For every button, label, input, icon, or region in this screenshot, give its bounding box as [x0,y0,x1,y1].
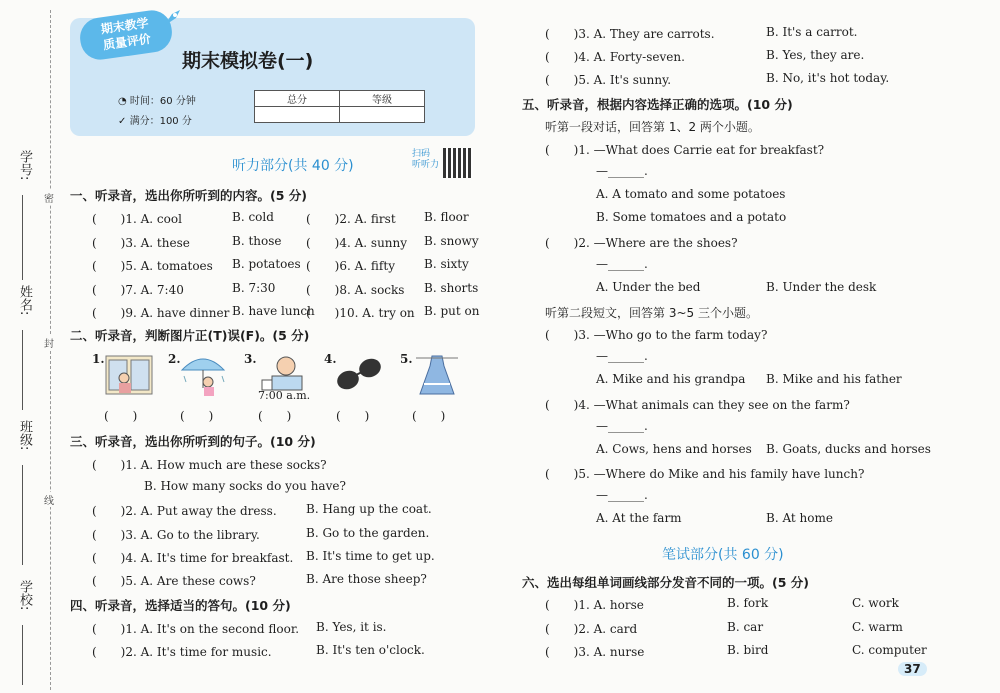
s6-option: B. bird [727,643,769,657]
s6-option[interactable]: ( )3. A. nurse [545,645,645,659]
section-6-heading: 六、选出每组单词画线部分发音不同的一项。(5 分) [522,575,809,590]
score-info: ✓ 满分：100 分 [118,116,192,127]
picture-number-4: 4. [324,352,337,366]
s3-option[interactable]: ( )5. A. Are these cows? [92,574,256,588]
s1-option[interactable]: ( )9. A. have dinner [92,306,230,320]
seal-mark-3: 线 [44,492,54,507]
s5-answer-blank[interactable]: —______. [596,164,648,178]
school-line [22,625,23,685]
school-label: 学校: [17,580,32,611]
s5-option-b: B. Mike and his father [766,372,902,386]
picture-4-answer[interactable]: ( ) [336,409,370,423]
s4-option-b: B. Yes, they are. [766,48,865,62]
s5-answer-blank[interactable]: —______. [596,419,648,433]
writing-part-title: 笔试部分(共 60 分) [662,547,784,563]
page-number: 37 [898,662,927,676]
s1-option: B. floor [424,210,469,224]
s6-option: C. work [852,596,899,610]
s5-question[interactable]: ( )5. —Where do Mike and his family have lunch? [545,467,865,481]
s5-option-b: B. At home [766,511,833,525]
picture-number-3: 3. [244,352,257,366]
s4-option-b: B. It's a carrot. [766,25,858,39]
s6-option[interactable]: ( )2. A. card [545,621,638,636]
clock-icon: ◔ [118,96,127,107]
seal-mark-1: 密 [44,190,54,205]
grade-cell[interactable] [340,107,425,123]
section-5-heading: 五、听录音，根据内容选择正确的选项。(10 分) [522,97,793,112]
picture-2-answer[interactable]: ( ) [180,409,214,423]
time-info: ◔ 时间：60 分钟 [118,96,196,107]
s1-option: B. have lunch [232,304,315,318]
class-label: 班级: [17,420,32,451]
s6-option: C. computer [852,643,927,657]
s1-option: B. sixty [424,257,469,271]
s6-option: B. fork [727,596,769,610]
section-1-heading: 一、听录音，选出你所听到的内容。(5 分) [70,188,307,203]
s3-option-b: B. It's time to get up. [306,549,435,563]
picture-3-answer[interactable]: ( ) [258,409,292,423]
name-label: 姓名: [17,285,32,316]
section-4-heading: 四、听录音，选择适当的答句。(10 分) [70,598,291,613]
s4-option[interactable]: ( )4. A. Forty-seven. [545,50,685,64]
s1-option[interactable]: ( )3. A. these [92,235,190,250]
qr-code-icon[interactable] [443,148,473,178]
name-line [22,330,23,410]
s1-option[interactable]: ( )6. A. fifty [306,259,395,273]
s1-option[interactable]: ( )4. A. sunny [306,235,408,250]
dress-icon [412,352,462,398]
page-title: 期末模拟卷(一) [182,50,314,72]
s1-option[interactable]: ( )8. A. socks [306,282,405,297]
s1-option[interactable]: ( )5. A. tomatoes [92,259,213,273]
check-icon: ✓ [118,116,127,127]
picture-number-1: 1. [92,352,105,366]
s3-option[interactable]: ( )3. A. Go to the library. [92,528,260,542]
picture-5-answer[interactable]: ( ) [412,409,446,423]
s5-option-b: B. Goats, ducks and horses [766,442,931,456]
badge-line-2: 质量评价 [102,31,152,53]
s4-option-b: B. It's ten o'clock. [316,643,425,657]
class-line [22,465,23,565]
total-score-cell[interactable] [255,107,340,123]
s5-question[interactable]: ( )4. —What animals can they see on the farm? [545,398,850,412]
s1-option[interactable]: ( )1. A. cool [92,212,182,226]
s5-option-b: B. Some tomatoes and a potato [596,210,787,224]
section-3-heading: 三、听录音，选出你所听到的句子。(10 分) [70,434,316,449]
s3-option[interactable]: ( )1. A. How much are these socks? [92,458,327,472]
s5-question[interactable]: ( )2. —Where are the shoes? [545,236,738,250]
s4-option-b: B. Yes, it is. [316,620,387,634]
badge-line-1: 期末教学 [99,15,150,37]
s5-answer-blank[interactable]: —______. [596,349,648,363]
s6-option[interactable]: ( )1. A. horse [545,598,644,612]
s3-option-b: B. Go to the garden. [306,526,430,540]
picture-number-5: 5. [400,352,413,366]
student-number-label: 学号: [17,150,32,181]
section-2-heading: 二、听录音，判断图片正(T)误(F)。(5 分) [70,328,310,343]
s3-option-b: B. Hang up the coat. [306,502,432,516]
s6-option: C. warm [852,619,903,634]
s1-option: B. snowy [424,233,479,248]
s1-option[interactable]: ( )2. A. first [306,212,396,226]
listening-part-title: 听力部分(共 40 分) [232,158,354,174]
total-score-header: 总分 [255,91,340,107]
s5-option-b: B. Under the desk [766,280,877,294]
s5-answer-blank[interactable]: —______. [596,488,648,502]
section-5-intro-2: 听第二段短文，回答第 3~5 三个小题。 [545,306,758,320]
s1-option: B. cold [232,210,274,224]
s3-option[interactable]: ( )2. A. Put away the dress. [92,504,277,518]
s3-option[interactable]: ( )4. A. It's time for breakfast. [92,551,294,565]
s4-option[interactable]: ( )3. A. They are carrots. [545,27,715,41]
umbrella-girl-icon [178,352,228,398]
s4-option[interactable]: ( )2. A. It's time for music. [92,645,272,659]
s4-option-b: B. No, it's hot today. [766,71,890,85]
cut-line [50,10,51,690]
library-icon [104,352,154,398]
s1-option[interactable]: ( )10. A. try on [306,306,415,320]
s5-option-a: A. A tomato and some potatoes [596,187,786,201]
picture-number-2: 2. [168,352,181,366]
student-number-line [22,195,23,280]
s1-option: B. those [232,233,282,248]
sunglasses-icon [334,352,384,398]
rocket-icon [160,6,184,30]
s5-question[interactable]: ( )1. —What does Carrie eat for breakfast? [545,143,825,157]
binding-margin [0,0,62,693]
s5-question[interactable]: ( )3. —Who go to the farm today? [545,328,768,342]
s1-option: B. potatoes [232,257,301,271]
grade-header: 等级 [340,91,425,107]
s6-option: B. car [727,619,764,634]
s5-option-a: A. Cows, hens and horses [596,442,752,456]
s1-option: B. shorts [424,280,479,295]
picture-3-caption: 7:00 a.m. [258,389,311,402]
s4-option[interactable]: ( )5. A. It's sunny. [545,73,672,87]
s5-option-a: A. Under the bed [596,280,701,294]
s3-option-b: B. Are those sheep? [306,572,427,586]
s1-option: B. put on [424,304,480,318]
s5-option-a: A. Mike and his grandpa [596,372,746,386]
s3-option: B. How many socks do you have? [144,479,346,493]
s4-option[interactable]: ( )1. A. It's on the second floor. [92,622,300,636]
qr-label: 扫码 听听力 [412,149,440,170]
score-table [254,90,425,123]
seal-mark-2: 封 [44,335,54,350]
picture-1-answer[interactable]: ( ) [104,409,138,423]
s5-option-a: A. At the farm [596,511,682,525]
s5-answer-blank[interactable]: —______. [596,257,648,271]
section-5-intro-1: 听第一段对话，回答第 1、2 两个小题。 [545,120,760,134]
s1-option[interactable]: ( )7. A. 7:40 [92,282,184,297]
s1-option: B. 7:30 [232,280,276,295]
